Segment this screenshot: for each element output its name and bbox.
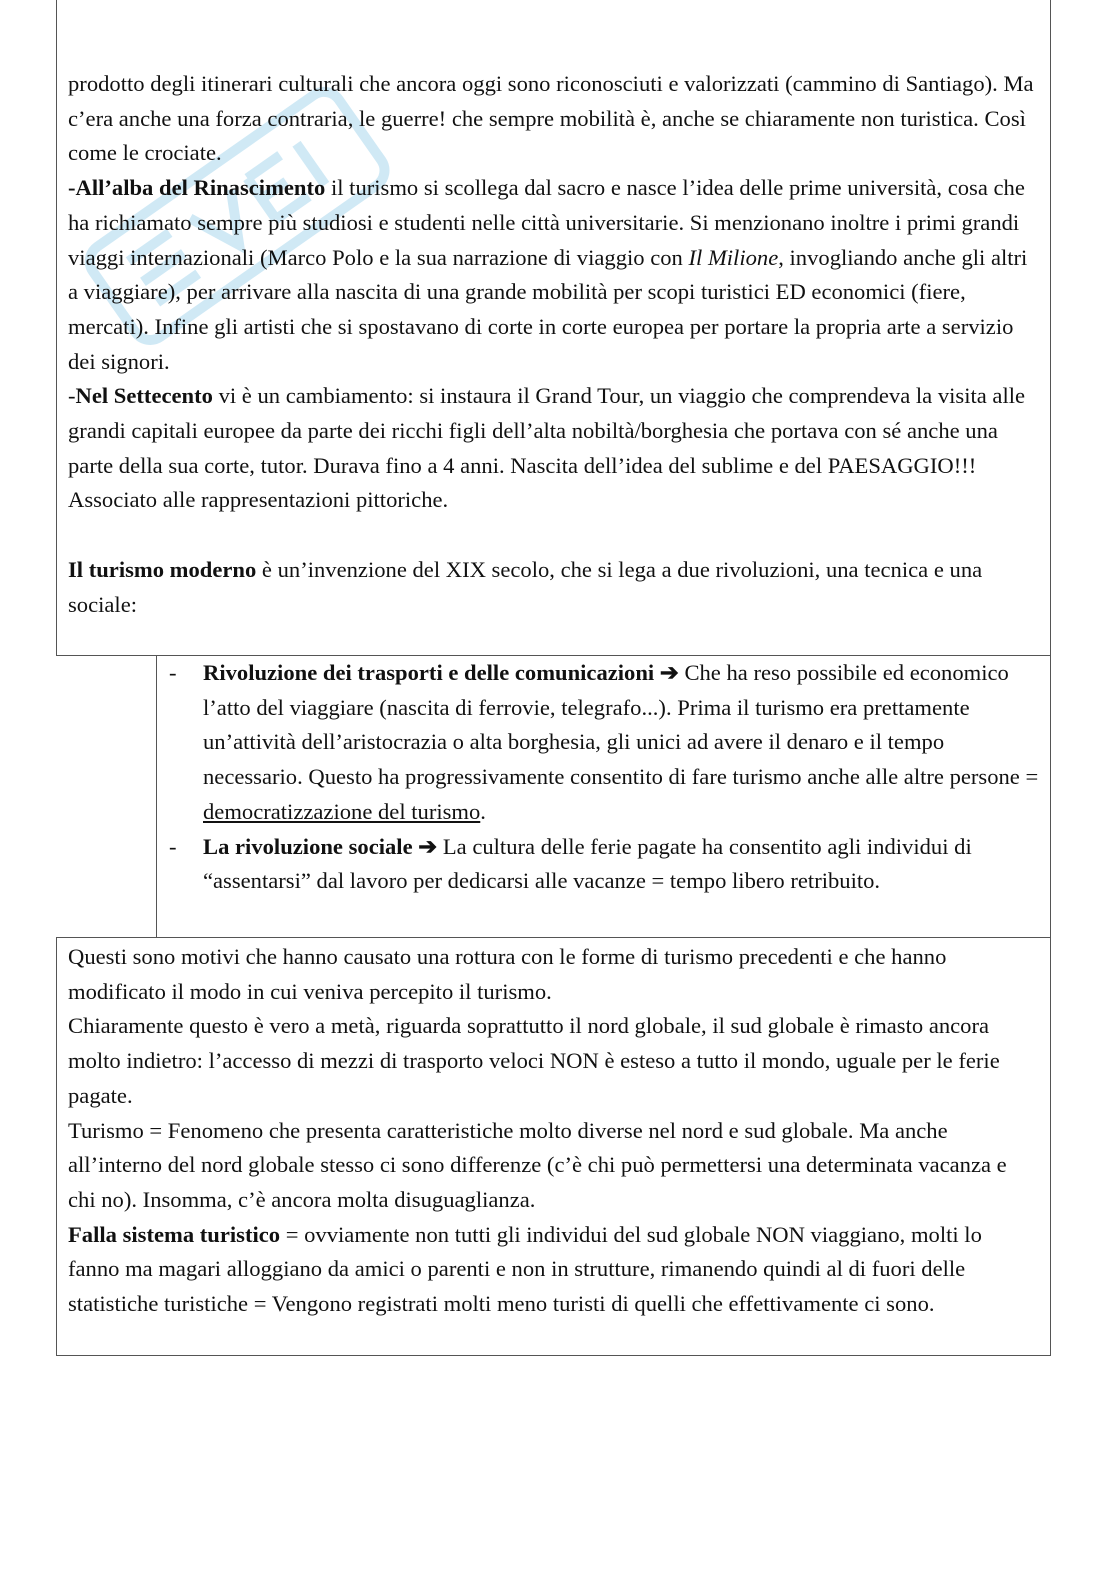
bullet-heading: La rivoluzione sociale	[203, 833, 413, 859]
paragraph-falla	[68, 1218, 1038, 1322]
bullet-dash: -	[169, 660, 177, 685]
moderno-text: è un’invenzione del XIX secolo, che si lega a due rivoluzioni, una tecnica e una sociale:	[68, 556, 983, 617]
paragraph-fenomeno: Turismo = Fenomeno che presenta caratteristiche molto diverse nel nord e sud globale. Ma anche all’interno del nord globale stesso ci sono differenze (c’è chi può permettersi una determinata vacanza e chi no). Insomma, c’è ancora molta disuguaglianza.	[68, 1117, 1007, 1212]
list-item: - Rivoluzione dei trasporti e delle comunicazioni ➔ Che ha reso possibile ed economico l’atto del viaggiare (nascita di ferrovie, telegrafo...). Prima il turismo era prettamente un’attività dell’aristocrazia o alta borghesia, gli unici ad avere il denaro e il tempo necessario. Questo ha progressivamente consentito di fare turismo anche alle altre persone = democratizzazione del turismo.	[157, 656, 1050, 830]
text-box-conclusions	[56, 937, 1051, 1356]
text-box-history	[56, 0, 1051, 656]
settecento-text: vi è un cambiamento: si instaura il Grand Tour, un viaggio che comprendeva la visita alle grandi capitali europee da parte dei ricchi figli dell’alta nobiltà/borghesia che portava con sé anche una parte della sua corte, tutor. Durava fino a 4 anni. Nascita dell’idea del sublime e del PAESAGGIO!!! Associato alle rappresentazioni pittoriche.	[68, 383, 1026, 513]
paragraph-nord-sud: Chiaramente questo è vero a metà, riguarda soprattutto il nord globale, il sud globale è rimasto ancora molto indietro: l’accesso di mezzi di trasporto veloci NON è esteso a tutto il mondo, uguale per le ferie pagate.	[68, 1013, 1000, 1108]
paragraph-intro	[68, 67, 1038, 518]
paragraph-rottura: Questi sono motivi che hanno causato una rottura con le forme di turismo precedenti e che hanno modificato il modo in cui veniva percepito il turismo.	[68, 944, 947, 1004]
revolutions-list	[156, 656, 1051, 937]
underlined-term: democratizzazione del turismo	[203, 798, 481, 824]
arrow-right-icon: ➔	[412, 833, 443, 859]
list-item	[157, 830, 1050, 899]
settecento-prefix: -	[68, 383, 76, 409]
bullet-dash: -	[169, 833, 177, 859]
falla-text: = ovviamente non tutti gli individui del sud globale NON viaggiano, molti lo fanno ma magari alloggiano da amici o parenti e non in strutture, rimanendo quindi al di fuori delle statistiche turistiche = Vengono registrati molti meno turisti di quelli che effettivamente ci sono.	[68, 1221, 982, 1317]
moderno-heading: Il turismo moderno	[68, 556, 257, 582]
bullet-text: La cultura delle ferie pagate ha consentito agli individui di “assentarsi” dal lavoro per dedicarsi alle vacanze = tempo libero retribuito.	[203, 833, 972, 894]
bullet-heading: Rivoluzione dei trasporti e delle comunicazioni	[203, 660, 655, 685]
milione-title: Il Milione	[688, 244, 779, 270]
arrow-right-icon: ➔	[654, 660, 685, 685]
rinascimento-heading: -All’alba del Rinascimento	[68, 175, 326, 201]
paragraph-moderno	[68, 553, 1038, 622]
rinascimento-text-1: il turismo si scollega dal sacro e nasce l’idea delle prime università, cosa che ha richiamato sempre più studiosi e studenti nelle città universitarie. Si menzionano inoltre i primi grandi viaggi internazionali (Marco Polo e la sua narrazione di viaggio con	[68, 175, 1025, 270]
intro-text: prodotto degli itinerari culturali che ancora oggi sono riconosciuti e valorizzati (cammino di Santiago). Ma c’era anche una forza contraria, le guerre! che sempre mobilità è, anche se chiaramente non turistica. Così come le crociate.	[68, 71, 1034, 166]
rinascimento-text-2: , invogliando anche gli altri a viaggiare), per arrivare alla nascita di una grande mobilità per scopi turistici ED economici (fiere, mercati). Infine gli artisti che si spostavano di corte in corte europea per portare la propria arte a servizio dei signori.	[68, 244, 1028, 374]
falla-heading: Falla sistema turistico	[68, 1221, 281, 1247]
bullet-text: Che ha reso possibile ed economico l’atto del viaggiare (nascita di ferrovie, telegrafo...). Prima il turismo era prettamente un’attività dell’aristocrazia o alta borghesia, gli unici ad avere il denaro e il tempo necessario. Questo ha progressivamente consentito di fare turismo anche alle altre persone =	[203, 660, 1039, 790]
settecento-heading: Nel Settecento	[75, 383, 213, 409]
